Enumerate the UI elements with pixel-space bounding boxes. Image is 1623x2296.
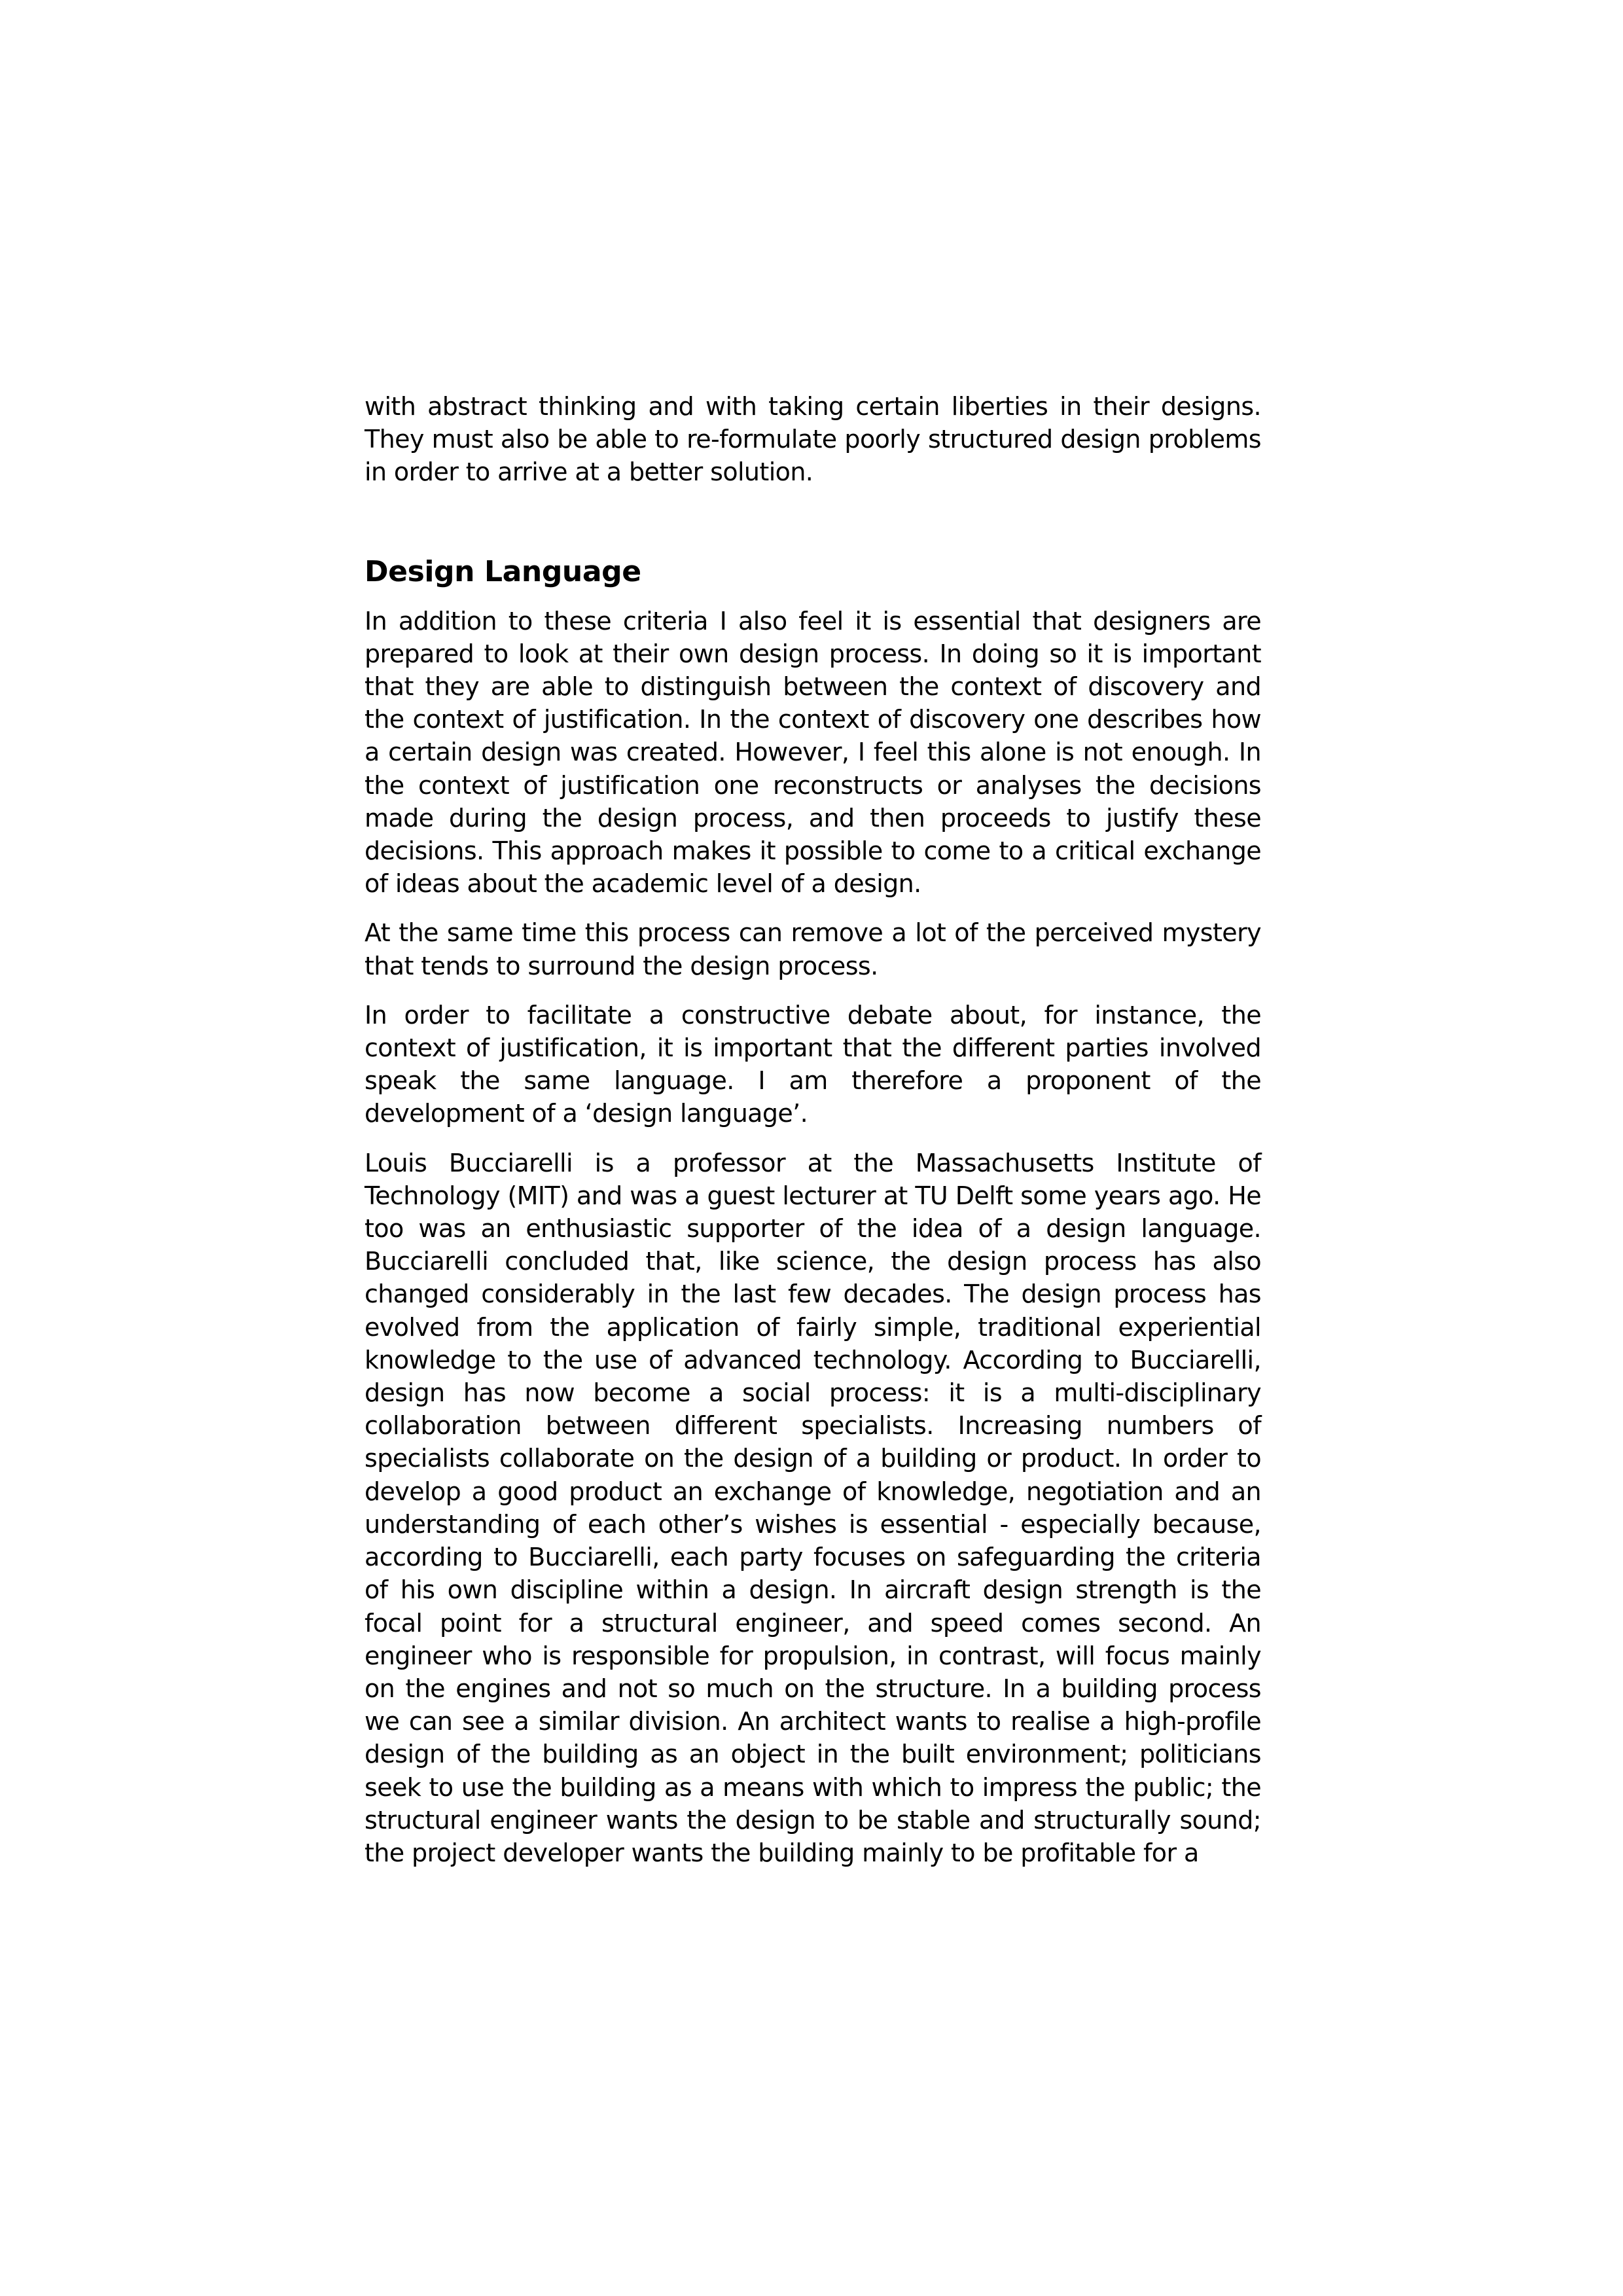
section-heading: Design Language bbox=[365, 554, 641, 588]
body-paragraph: In addition to these criteria I also feel it is essential that designers are prepared to look at their own design process. In doing so it is important that they are able to distinguish between the context of discovery and the context of justification. In the context of discovery one describes how a certain design was created. However, I feel this alone is not enough. In the context of justification one reconstructs or analyses the decisions made during the design process, and then proceeds to justify these decisions. This approach makes it possible to come to a critical exchange of ideas about the academic level of a design. bbox=[365, 606, 1261, 899]
body-paragraph: In order to facilitate a constructive debate about, for instance, the context of justification, it is important that the different parties involved speak the same language. I am therefore a proponent of the development of a ‘design language’. bbox=[365, 1000, 1261, 1128]
body-paragraph: At the same time this process can remove a lot of the perceived mystery that tends to surround the design process. bbox=[365, 918, 1261, 980]
continuation-paragraph: with abstract thinking and with taking certain liberties in their designs. They must also be able to re-formulate poorly structured design problems in order to arrive at a better solution. bbox=[365, 392, 1261, 487]
body-paragraph: Louis Bucciarelli is a professor at the Massachusetts Institute of Technology (MIT) and was a guest lecturer at TU Delft some years ago. He too was an enthusiastic supporter of the idea of a design language. Bucciarelli concluded that, like science, the design process has also changed considerably in the last few decades. The design process has evolved from the application of fairly simple, traditional experiential knowledge to the use of advanced technology. According to Bucciarelli, design has now become a social process: it is a multi-disciplinary collaboration between different specialists. Increasing numbers of specialists collaborate on the design of a building or product. In order to develop a good product an exchange of knowledge, negotiation and an understanding of each other’s wishes is essential - especially because, according to Bucciarelli, each party focuses on safeguarding the criteria of his own discipline within a design. In aircraft design strength is the focal point for a structural engineer, and speed comes second. An engineer who is responsible for propulsion, in contrast, will focus mainly on the engines and not so much on the structure. In a building process we can see a similar division. An architect wants to realise a high-profile design of the building as an object in the built environment; politicians seek to use the building as a means with which to impress the public; the structural engineer wants the design to be stable and structurally sound; the project developer wants the building mainly to be profitable for a bbox=[365, 1148, 1261, 1867]
text-column bbox=[365, 390, 1261, 1886]
